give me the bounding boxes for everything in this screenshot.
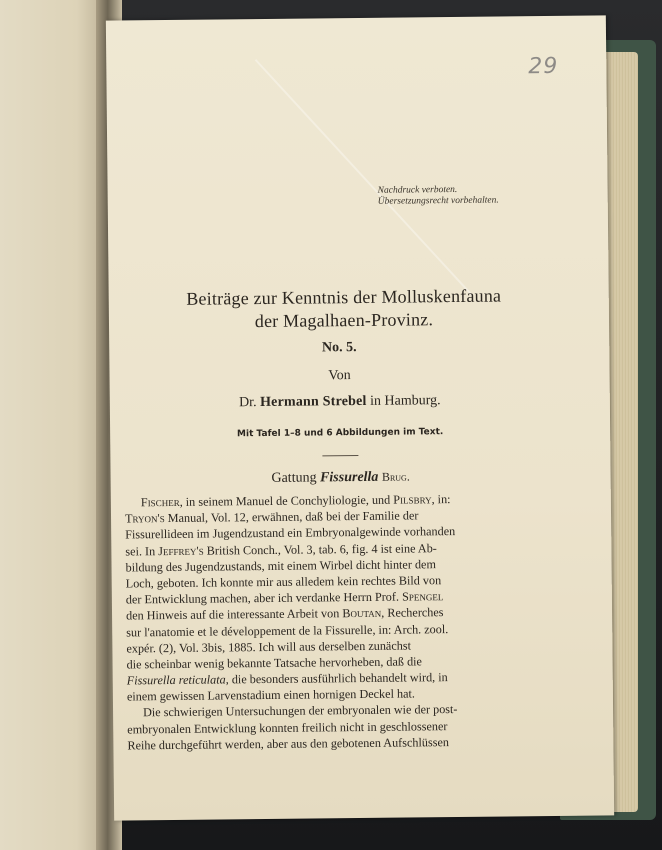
text-run: die scheinbar wenig bekannte Tatsache hervorheben, daß die <box>126 654 422 672</box>
text-run: Boutan <box>342 606 382 621</box>
text-run: Manual, Vol. 12, erwähnen, daß bei der Familie der <box>164 508 419 526</box>
text-run: sur l'anatomie et le développement de la Fissurelle, in: Arch. zool. <box>126 621 449 639</box>
left-page <box>0 0 110 850</box>
article-title <box>149 284 539 334</box>
text-run: Tryon's <box>124 511 165 526</box>
text-run: , Recherches <box>381 605 444 621</box>
text-run: Fissurella reticulata <box>126 672 226 688</box>
plates-note: Mit Tafel 1–8 und 6 Abbildungen im Text. <box>236 427 444 440</box>
text-run: Die schwierigen Untersuchungen der embryonalen wie der post- <box>143 702 458 720</box>
text-run: Jeffrey's <box>158 543 204 558</box>
author-name: Hermann Strebel <box>259 393 367 411</box>
text-run: sei. In <box>125 543 159 559</box>
text-run: einem gewissen Larvenstadium einen hornigen Deckel hat. <box>126 686 415 704</box>
section-divider <box>322 455 358 456</box>
page-crease <box>255 59 473 296</box>
title-line-1: Beiträge zur Kenntnis der Molluskenfauna <box>186 285 502 309</box>
genus-name: Fissurella <box>319 469 379 486</box>
text-run: den Hinweis auf die interessante Arbeit von <box>125 606 343 623</box>
text-run: Fischer <box>140 494 180 510</box>
author-line <box>150 392 530 412</box>
text-run: Reihe durchgeführt werden, aber aus den gebotenen Aufschlüssen <box>127 734 449 753</box>
genus-prefix: Gattung <box>271 470 317 486</box>
text-run: expér. (2), Vol. 3bis, 1885. Ich will aus derselben zunächst <box>126 638 412 656</box>
by-line: Von <box>328 368 351 384</box>
text-run: Pilsbry <box>393 492 432 507</box>
article-number: No. 5. <box>321 340 357 356</box>
title-line-2: der Magalhaen-Provinz. <box>254 309 434 332</box>
text-run: British Conch., Vol. 3, tab. 6, fig. 4 ist eine Ab- <box>203 540 437 558</box>
author-suffix: in Hamburg. <box>370 393 441 409</box>
text-run: der Entwicklung machen, aber ich verdanke Herrn Prof. <box>125 589 403 607</box>
copyright-line-2: Übersetzungsrecht vorbehalten. <box>377 195 499 207</box>
copyright-notice <box>378 184 528 208</box>
text-run: bildung des Jugendzustands, mit einem Wirbel dicht hinter dem <box>125 556 436 575</box>
genus-author: Brug. <box>381 469 410 484</box>
text-run: Spengel <box>401 589 444 604</box>
genus-heading <box>151 468 531 488</box>
handwritten-page-number: 29 <box>528 53 559 80</box>
body-text <box>125 490 578 754</box>
text-run: embryonalen Entwicklung konnten freilich nicht in geschlossener <box>127 718 448 737</box>
text-run: , die besonders ausführlich behandelt wird, in <box>225 670 448 687</box>
text-run: Fissurellideen im Jugendzustand ein Embryonalgewinde vorhanden <box>125 524 456 542</box>
text-run: , in seinem Manuel de Conchyliologie, und <box>179 492 394 509</box>
text-run: Loch, geboten. Ich konnte mir aus alledem kein rechtes Bild von <box>125 573 442 591</box>
text-run: , in: <box>431 492 451 507</box>
copyright-line-1: Nachdruck verboten. <box>377 184 458 196</box>
book-page <box>106 15 614 820</box>
author-prefix: Dr. <box>238 395 257 411</box>
